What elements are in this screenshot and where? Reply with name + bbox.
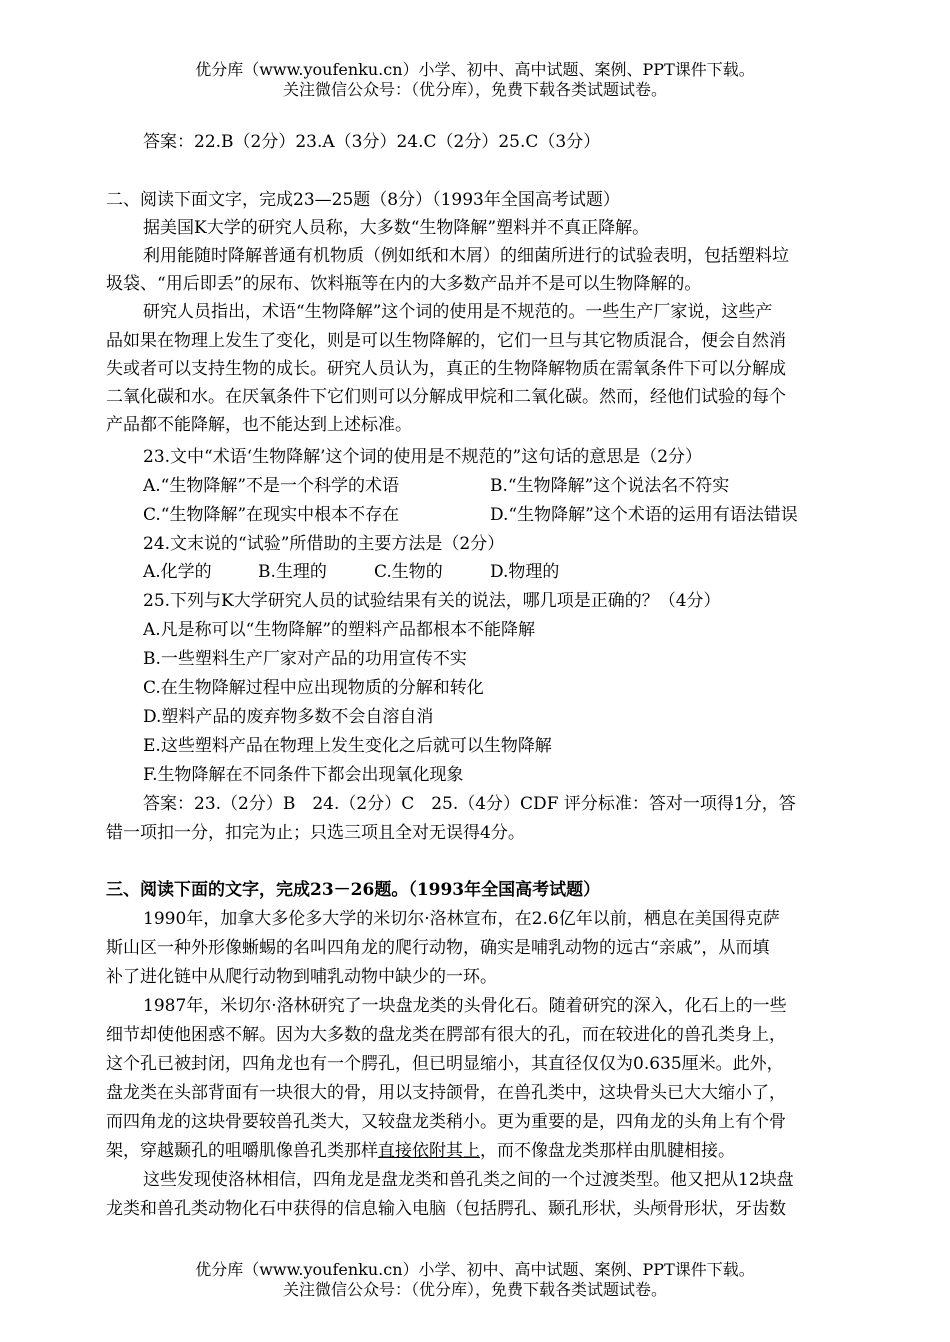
q23-option-a: A.“生物降解”不是一个科学的术语	[143, 476, 400, 496]
sec2-paragraph-3-line-4: 二氧化碳和水。在厌氧条件下它们则可以分解成甲烷和二氧化碳。然而，经他们试验的每个	[106, 387, 786, 407]
q23-option-b: B.“生物降解”这个说法名不符实	[490, 476, 730, 496]
sec3-paragraph-2-line-2: 细节却使他困惑不解。因为大多数的盘龙类在腭部有很大的孔，而在较进化的兽孔类身上，	[106, 1025, 786, 1045]
sec3-paragraph-2-line-4: 盘龙类在头部背面有一块很大的骨，用以支持颌骨，在兽孔类中，这块骨头已大大缩小了，	[106, 1083, 786, 1103]
sec2-paragraph-3-line-1: 研究人员指出，术语“生物降解”这个词的使用是不规范的。一些生产厂家说，这些产	[143, 302, 773, 322]
q25-option-c: C.在生物降解过程中应出现物质的分解和转化	[143, 678, 484, 698]
sec3-paragraph-1-line-1: 1990年，加拿大多伦多大学的米切尔·洛林宣布，在2.6亿年以前，栖息在美国得克萨	[143, 909, 780, 929]
question-24: 24.文末说的“试验”所借助的主要方法是（2分）	[143, 534, 505, 554]
q24-option-a: A.化学的	[143, 562, 212, 582]
q25-option-d: D.塑料产品的废弃物多数不会自溶自消	[143, 707, 434, 727]
line-text-start: 架，穿越颞孔的咀嚼肌像兽孔类那样	[106, 1141, 378, 1161]
sec2-paragraph-2-line-1: 利用能随时降解普通有机物质（例如纸和木屑）的细菌所进行的试验表明，包括塑料垃	[143, 246, 789, 266]
sec3-paragraph-2-line-5: 而四角龙的这块骨要较兽孔类大，又较盘龙类稍小。更为重要的是，四角龙的头角上有个骨	[106, 1112, 786, 1132]
footer-line-2: 关注微信公众号：（优分库），免费下载各类试题试卷。	[282, 1280, 667, 1299]
sec3-paragraph-2-line-1: 1987年，米切尔·洛林研究了一块盘龙类的头骨化石。随着研究的深入，化石上的一些	[143, 996, 787, 1016]
q24-option-b: B.生理的	[258, 562, 327, 582]
section-2-title: 二、阅读下面文字，完成23—25题（8分）（1993年全国高考试题）	[106, 190, 620, 210]
sec3-paragraph-2-line-3: 这个孔已被封闭，四角龙也有一个腭孔，但已明显缩小，其直径仅仅为0.635厘米。此外，	[106, 1054, 784, 1074]
question-23: 23.文中“术语‘生物降解’这个词的使用是不规范的”这句话的意思是（2分）	[143, 447, 703, 467]
sec3-paragraph-3-line-2: 龙类和兽孔类动物化石中获得的信息输入电脑（包括腭孔、颞孔形状，头颅骨形状，牙齿数	[106, 1199, 786, 1219]
sec3-paragraph-3-line-1: 这些发现使洛林相信，四角龙是盘龙类和兽孔类之间的一个过渡类型。他又把从12块盘	[143, 1170, 794, 1190]
sec2-paragraph-3-line-2: 品如果在物理上发生了变化，则是可以生物降解的，它们一旦与其它物质混合，便会自然消	[106, 331, 786, 351]
q25-option-a: A.凡是称可以“生物降解”的塑料产品都根本不能降解	[143, 620, 536, 640]
sec2-paragraph-3-line-5: 产品都不能降解，也不能达到上述标准。	[106, 415, 412, 435]
line-text-end: ，而不像盘龙类那样由肌腱相接。	[480, 1141, 735, 1161]
footer-line-1: 优分库（www.youfenku.cn）小学、初中、高中试题、案例、PPT课件下载。	[195, 1260, 755, 1279]
sec3-paragraph-2-line-6	[106, 1139, 735, 1163]
underlined-phrase: 直接依附其上	[378, 1141, 480, 1161]
q24-option-c: C.生物的	[374, 562, 443, 582]
header-line-1: 优分库（www.youfenku.cn）小学、初中、高中试题、案例、PPT课件下载。	[195, 60, 755, 79]
sec2-paragraph-3-line-3: 失或者可以支持生物的成长。研究人员认为，真正的生物降解物质在需氧条件下可以分解成	[106, 359, 786, 379]
q25-option-b: B.一些塑料生产厂家对产品的功用宣传不实	[143, 649, 467, 669]
q25-option-f: F.生物降解在不同条件下都会出现氧化现象	[143, 765, 464, 785]
answer-22-25: 答案：22.B（2分）23.A（3分）24.C（2分）25.C（3分）	[143, 132, 601, 152]
q24-option-d: D.物理的	[490, 562, 560, 582]
q25-option-e: E.这些塑料产品在物理上发生变化之后就可以生物降解	[143, 736, 552, 756]
sec3-paragraph-1-line-3: 补了进化链中从爬行动物到哺乳动物中缺少的一环。	[106, 967, 497, 987]
sec2-paragraph-2-line-2: 圾袋、“用后即丢”的尿布、饮料瓶等在内的大多数产品并不是可以生物降解的。	[106, 274, 702, 294]
q23-option-c: C.“生物降解”在现实中根本不存在	[143, 505, 400, 525]
sec2-paragraph-1: 据美国K大学的研究人员称，大多数“生物降解”塑料并不真正降解。	[143, 218, 650, 238]
header-line-2: 关注微信公众号：（优分库），免费下载各类试题试卷。	[282, 80, 667, 99]
section-3-title: 三、阅读下面的文字，完成23－26题。（1993年全国高考试题）	[106, 880, 601, 900]
answer-23-25-line-1: 答案：23.（2分）B 24.（2分）C 25.（4分）CDF 评分标准：答对一项得1分，答	[143, 794, 796, 814]
q23-option-d: D.“生物降解”这个术语的运用有语法错误	[490, 505, 798, 525]
sec3-paragraph-1-line-2: 斯山区一种外形像蜥蜴的名叫四角龙的爬行动物，确实是哺乳动物的远古“亲戚”，从而填	[106, 938, 770, 958]
question-25: 25.下列与K大学研究人员的试验结果有关的说法，哪几项是正确的？（4分）	[143, 591, 721, 611]
answer-23-25-line-2: 错一项扣一分，扣完为止；只选三项且全对无误得4分。	[106, 823, 525, 843]
